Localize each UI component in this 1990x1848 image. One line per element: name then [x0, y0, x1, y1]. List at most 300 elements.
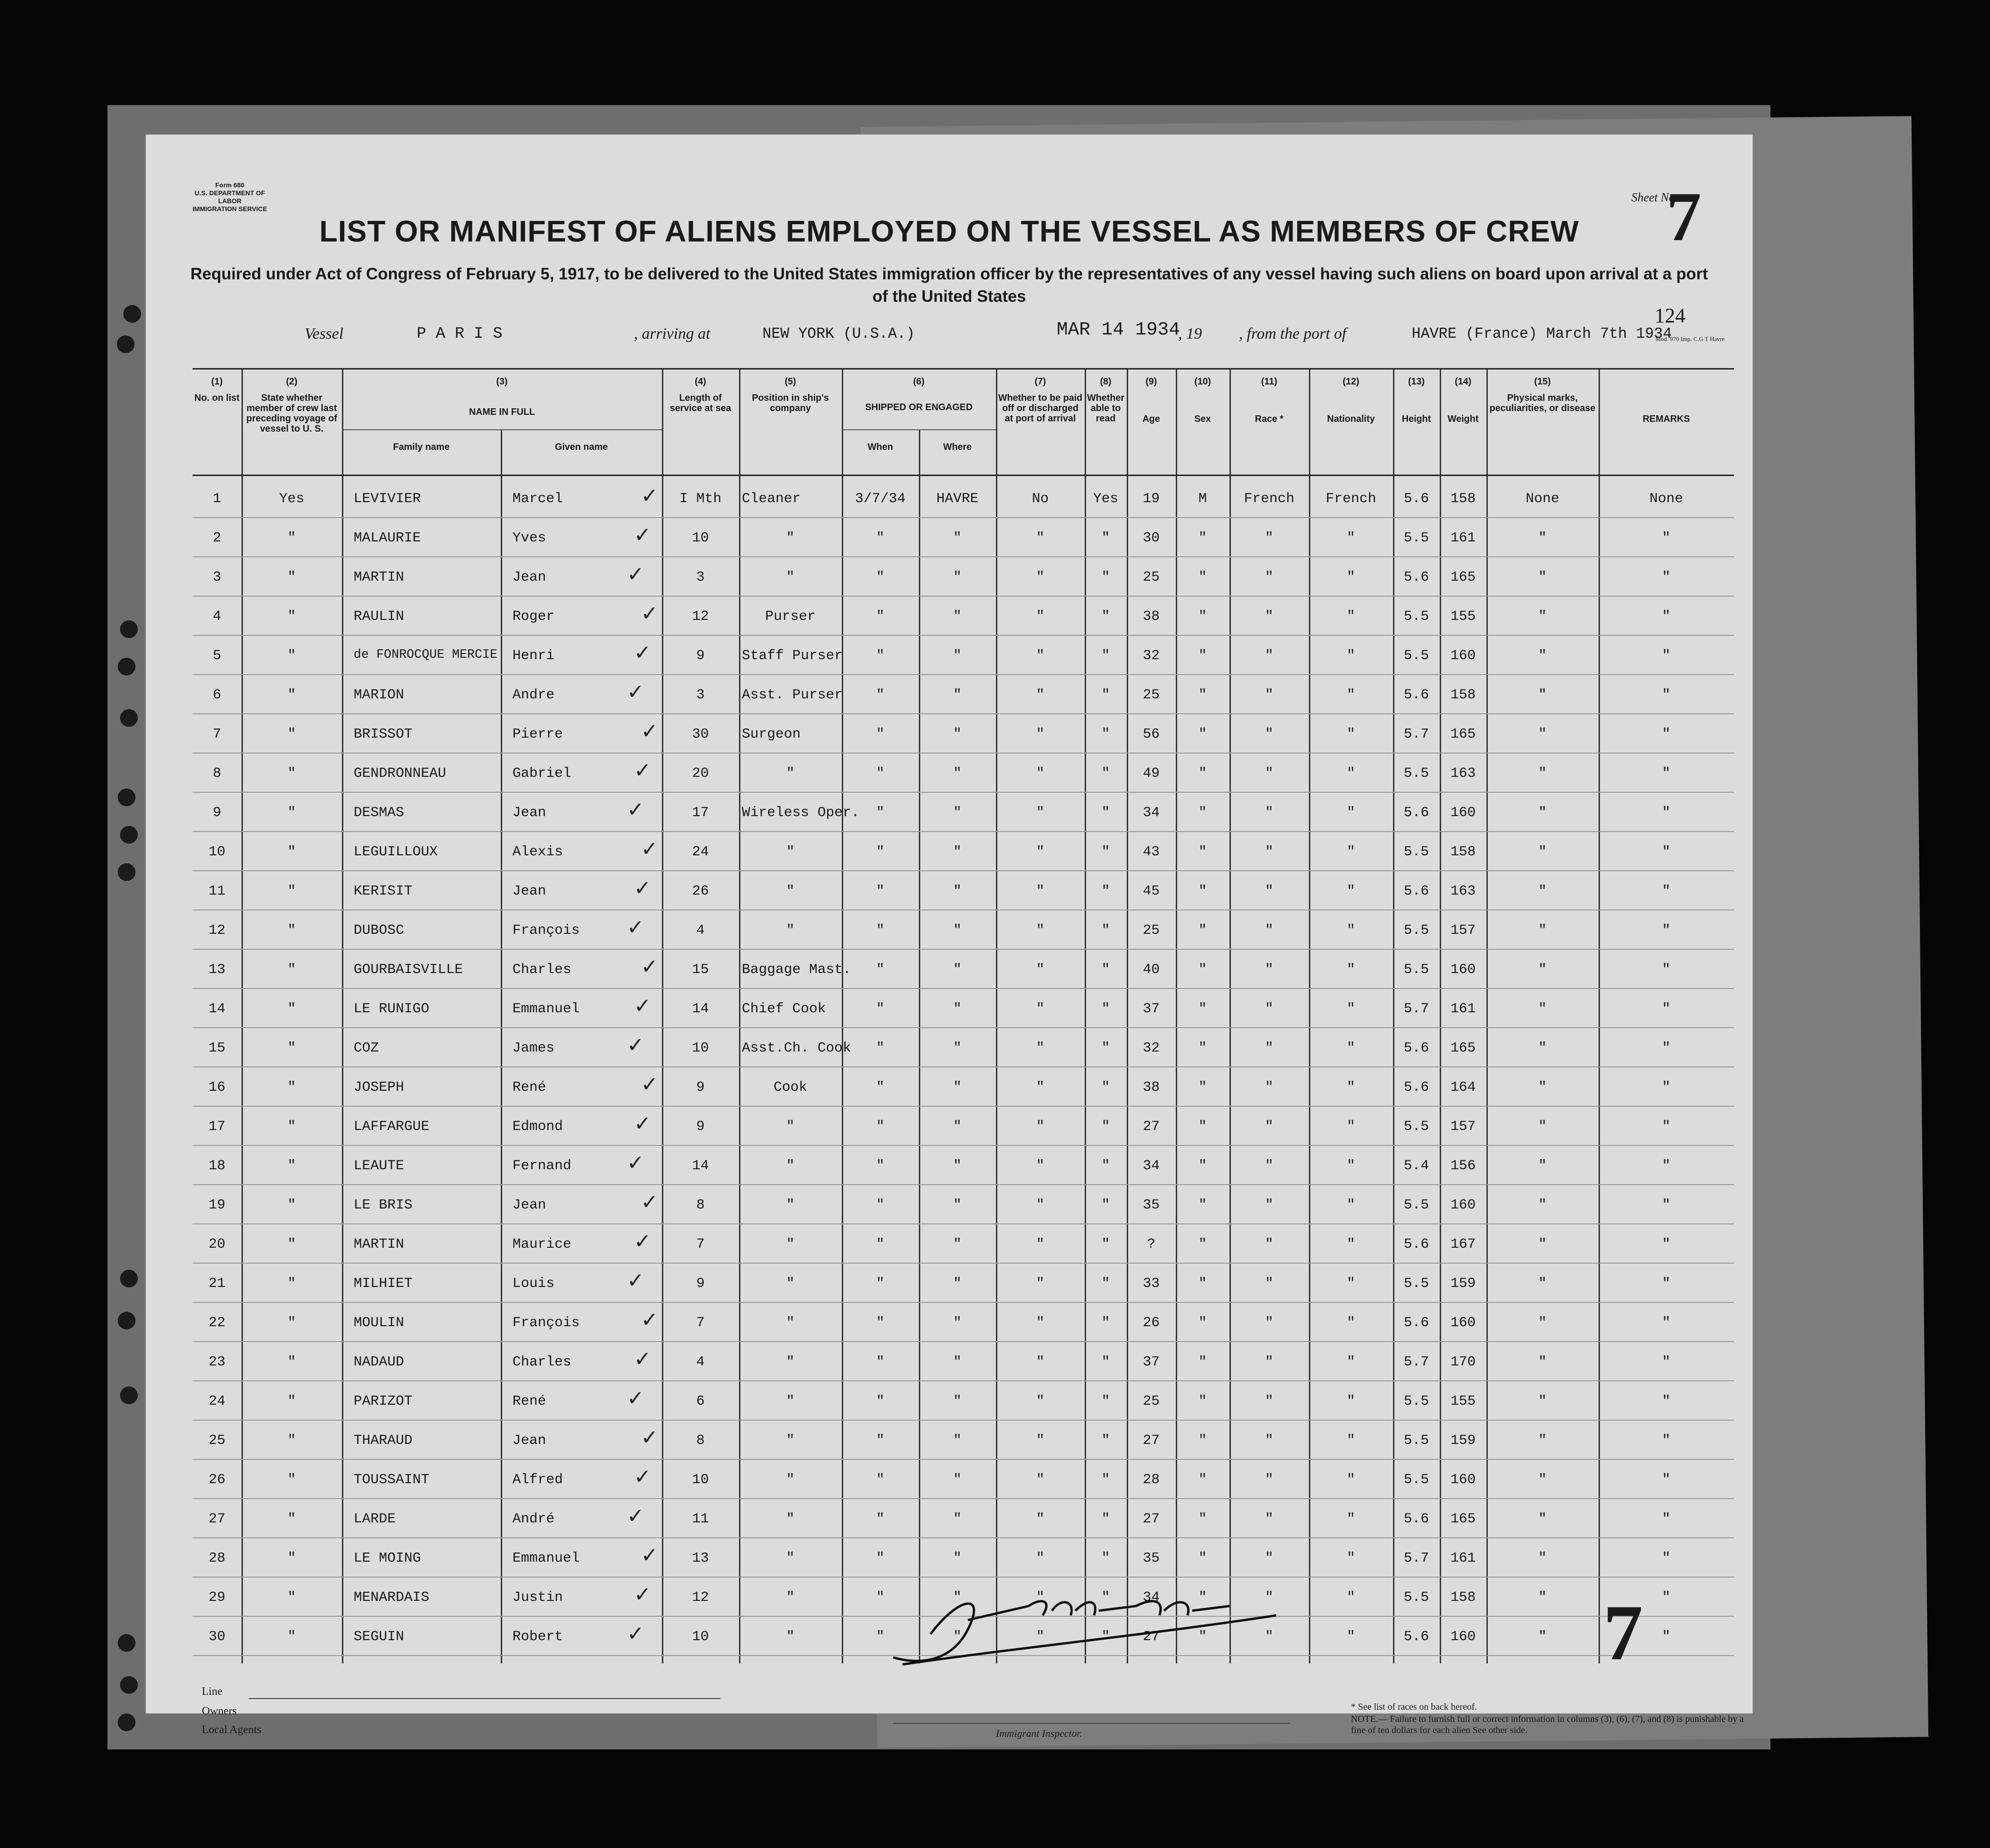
cell-read: "	[1101, 1629, 1110, 1645]
cell-when: "	[876, 609, 885, 625]
cell-family: MARTIN	[354, 1237, 405, 1252]
cell-service: 9	[696, 648, 705, 664]
cell-read: "	[1101, 1393, 1110, 1409]
vessel-info-line	[239, 320, 1687, 353]
cell-paid: "	[1036, 1080, 1045, 1095]
cell-no: 7	[213, 726, 221, 742]
cell-remarks: "	[1662, 1472, 1670, 1488]
cell-race: "	[1265, 1590, 1273, 1606]
manifest-page	[146, 135, 1753, 1739]
cell-weight: 165	[1450, 1040, 1476, 1056]
cell-when: "	[876, 1197, 885, 1213]
column-header: No. on list	[194, 393, 240, 403]
cell-nationality: "	[1346, 1276, 1355, 1292]
cell-paid: "	[1036, 844, 1045, 860]
cell-read: "	[1101, 1590, 1110, 1606]
cell-weight: 163	[1450, 766, 1476, 782]
column-number: (15)	[1534, 377, 1551, 387]
cell-nationality: "	[1346, 687, 1355, 703]
row-rule	[192, 1420, 1734, 1421]
inspector-label: Immigrant Inspector.	[996, 1727, 1082, 1739]
cell-position: "	[786, 1629, 795, 1645]
cell-race: "	[1265, 883, 1273, 899]
cell-nationality: "	[1346, 1315, 1355, 1331]
cell-remarks: "	[1662, 1040, 1670, 1056]
column-subheader: Where	[943, 442, 972, 452]
cell-given: Pierre	[512, 726, 563, 742]
cell-height: 5.6	[1403, 1040, 1429, 1056]
cell-nationality: "	[1346, 1550, 1355, 1566]
cell-age: 38	[1143, 1080, 1160, 1095]
cell-service: I Mth	[679, 491, 722, 507]
cell-family: DESMAS	[354, 805, 405, 821]
cell-weight: 157	[1450, 1119, 1476, 1135]
cell-remarks: "	[1662, 1237, 1670, 1252]
cell-race: "	[1265, 726, 1273, 742]
row-rule	[192, 1106, 1734, 1107]
cell-age: 19	[1143, 491, 1160, 507]
row-rule	[192, 556, 1734, 557]
cell-nationality: "	[1346, 609, 1355, 625]
cell-family: LE BRIS	[354, 1197, 413, 1213]
cell-nationality: "	[1346, 1119, 1355, 1135]
cell-paid: "	[1036, 609, 1045, 625]
cell-marks: "	[1538, 1629, 1547, 1645]
cell-remarks: "	[1662, 1511, 1670, 1527]
from-port: HAVRE (France) March 7th 1934	[1412, 325, 1672, 342]
cell-given: Charles	[512, 1354, 572, 1370]
cell-read: "	[1101, 1080, 1110, 1095]
cell-prev: "	[287, 805, 296, 821]
cell-no: 18	[208, 1158, 226, 1174]
cell-prev: "	[287, 1158, 296, 1174]
cell-prev: "	[287, 726, 296, 742]
cell-service: 14	[692, 1158, 709, 1174]
cell-nationality: "	[1346, 1472, 1355, 1488]
cell-height: 5.5	[1403, 1433, 1429, 1449]
cell-nationality: "	[1346, 1354, 1355, 1370]
cell-given: René	[512, 1080, 547, 1095]
cell-remarks: "	[1662, 844, 1670, 860]
cell-where: "	[953, 883, 962, 899]
row-rule	[192, 1577, 1734, 1578]
cell-no: 12	[208, 923, 226, 938]
row-rule	[192, 596, 1734, 597]
cell-nationality: "	[1346, 962, 1355, 978]
cell-height: 5.6	[1403, 1629, 1429, 1645]
cell-family: LE MOING	[354, 1550, 421, 1566]
cell-remarks: "	[1662, 648, 1670, 664]
cell-remarks: "	[1662, 1197, 1670, 1213]
cell-age: 27	[1143, 1433, 1160, 1449]
cell-weight: 158	[1450, 1590, 1476, 1606]
cell-no: 25	[208, 1433, 226, 1449]
cell-service: 6	[696, 1393, 705, 1409]
column-rule	[342, 370, 343, 1663]
cell-no: 24	[208, 1393, 226, 1409]
cell-service: 4	[696, 923, 705, 938]
tally-check-mark: ✓	[627, 798, 644, 821]
cell-prev: "	[287, 1354, 296, 1370]
cell-height: 5.7	[1403, 726, 1429, 742]
cell-age: 37	[1143, 1001, 1160, 1017]
cell-family: LEAUTE	[354, 1158, 405, 1174]
cell-sex: "	[1198, 962, 1207, 978]
cell-sex: "	[1198, 883, 1207, 899]
cell-weight: 163	[1450, 883, 1476, 899]
cell-remarks: "	[1662, 1315, 1670, 1331]
cell-paid: "	[1036, 1158, 1045, 1174]
cell-where: "	[953, 1511, 962, 1527]
form-identifier	[190, 181, 270, 213]
cell-prev: "	[287, 844, 296, 860]
tally-check-mark: ✓	[627, 563, 644, 586]
cell-service: 8	[696, 1197, 705, 1213]
cell-paid: "	[1036, 1315, 1045, 1331]
cell-remarks: "	[1662, 1119, 1670, 1135]
cell-race: "	[1265, 1354, 1273, 1370]
cell-service: 24	[692, 844, 709, 860]
signature-stroke	[893, 1601, 1276, 1664]
punch-hole	[120, 620, 138, 638]
cell-age: 30	[1143, 530, 1160, 546]
cell-nationality: "	[1346, 1040, 1355, 1056]
department-name: U.S. DEPARTMENT OF LABOR	[194, 189, 265, 205]
cell-position: "	[786, 766, 795, 782]
cell-given: Jean	[512, 1433, 547, 1449]
cell-marks: "	[1538, 1080, 1547, 1095]
cell-height: 5.6	[1403, 1237, 1429, 1252]
cell-race: "	[1265, 1393, 1273, 1409]
cell-race: "	[1265, 766, 1273, 782]
cell-race: "	[1265, 1119, 1273, 1135]
tally-check-mark: ✓	[627, 1505, 644, 1528]
subheader-rule	[342, 429, 662, 430]
cell-read: "	[1101, 962, 1110, 978]
cell-weight: 161	[1450, 530, 1476, 546]
tally-check-mark: ✓	[641, 602, 658, 625]
cell-sex: "	[1198, 687, 1207, 703]
cell-when: "	[876, 1354, 885, 1370]
cell-paid: "	[1036, 1550, 1045, 1566]
cell-given: Jean	[512, 883, 547, 899]
cell-sex: "	[1198, 569, 1207, 585]
cell-race: "	[1265, 1001, 1273, 1017]
row-rule	[192, 870, 1734, 871]
cell-weight: 158	[1450, 687, 1476, 703]
cell-height: 5.5	[1403, 1119, 1429, 1135]
cell-when: "	[876, 962, 885, 978]
cell-age: 38	[1143, 609, 1160, 625]
cell-race: French	[1244, 491, 1295, 507]
row-rule	[192, 1341, 1734, 1342]
column-number: (13)	[1408, 377, 1425, 387]
cell-where: HAVRE	[936, 491, 979, 507]
cell-paid: "	[1036, 726, 1045, 742]
cell-no: 3	[213, 569, 221, 585]
cell-height: 5.5	[1403, 1590, 1429, 1606]
from-port-label: , from the port of	[1239, 325, 1347, 342]
cell-position: "	[786, 1119, 795, 1135]
column-subheader: When	[867, 442, 893, 452]
cell-where: "	[953, 687, 962, 703]
cell-weight: 156	[1450, 1158, 1476, 1174]
cell-given: Emmanuel	[512, 1001, 580, 1017]
cell-age: 45	[1143, 883, 1160, 899]
cell-read: "	[1101, 1119, 1110, 1135]
cell-given: Marcel	[512, 491, 563, 507]
cell-family: JOSEPH	[354, 1080, 405, 1095]
cell-no: 6	[213, 687, 221, 703]
cell-weight: 160	[1450, 962, 1476, 978]
cell-sex: "	[1198, 1158, 1207, 1174]
cell-nationality: "	[1346, 530, 1355, 546]
cell-paid: "	[1036, 530, 1045, 546]
cell-family: GENDRONNEAU	[354, 766, 447, 782]
cell-nationality: "	[1346, 1001, 1355, 1017]
cell-sex: "	[1198, 1590, 1207, 1606]
cell-age: 56	[1143, 726, 1160, 742]
row-rule	[192, 635, 1734, 636]
cell-when: "	[876, 1393, 885, 1409]
cell-remarks: "	[1662, 687, 1670, 703]
cell-when: 3/7/34	[855, 491, 906, 507]
cell-sex: "	[1198, 1472, 1207, 1488]
cell-position: Wireless Oper.	[742, 805, 860, 821]
printer-note: Mod. 970 Imp. C.G T Havre	[1655, 335, 1725, 342]
cell-age: 35	[1143, 1550, 1160, 1566]
tally-check-mark: ✓	[634, 1112, 651, 1135]
cell-no: 20	[208, 1237, 226, 1252]
cell-position: "	[786, 1511, 795, 1527]
cell-sex: "	[1198, 844, 1207, 860]
cell-race: "	[1265, 1040, 1273, 1056]
cell-nationality: "	[1346, 1433, 1355, 1449]
cell-read: "	[1101, 569, 1110, 585]
cell-paid: "	[1036, 687, 1045, 703]
cell-prev: "	[287, 1197, 296, 1213]
cell-weight: 158	[1450, 491, 1476, 507]
cell-prev: "	[287, 1393, 296, 1409]
cell-when: "	[876, 569, 885, 585]
tally-check-mark: ✓	[627, 681, 644, 704]
cell-family: BRISSOT	[354, 726, 413, 742]
cell-paid: "	[1036, 1354, 1045, 1370]
cell-marks: "	[1538, 805, 1547, 821]
cell-race: "	[1265, 962, 1273, 978]
cell-remarks: "	[1662, 530, 1670, 546]
cell-remarks: "	[1662, 1354, 1670, 1370]
cell-position: "	[786, 1354, 795, 1370]
cell-weight: 159	[1450, 1433, 1476, 1449]
cell-paid: "	[1036, 648, 1045, 664]
cell-weight: 161	[1450, 1001, 1476, 1017]
cell-position: "	[786, 1393, 795, 1409]
cell-weight: 159	[1450, 1276, 1476, 1292]
cell-paid: "	[1036, 1511, 1045, 1527]
cell-when: "	[876, 1472, 885, 1488]
tally-check-mark: ✓	[641, 1544, 658, 1567]
cell-nationality: "	[1346, 648, 1355, 664]
cell-no: 2	[213, 530, 221, 546]
column-header: Physical marks, peculiarities, or disease	[1489, 393, 1596, 413]
cell-position: "	[786, 1315, 795, 1331]
cell-race: "	[1265, 923, 1273, 938]
cell-where: "	[953, 648, 962, 664]
cell-given: Charles	[512, 962, 572, 978]
cell-family: MALAURIE	[354, 530, 421, 546]
cell-given: Henri	[512, 648, 555, 664]
tally-check-mark: ✓	[634, 995, 651, 1017]
cell-sex: M	[1198, 491, 1207, 507]
cell-race: "	[1265, 1433, 1273, 1449]
cell-remarks: "	[1662, 569, 1670, 585]
cell-family: RAULIN	[354, 609, 405, 625]
column-header: Nationality	[1327, 414, 1375, 424]
cell-given: Justin	[512, 1590, 563, 1606]
cell-height: 5.5	[1403, 844, 1429, 860]
column-rule	[501, 430, 502, 1663]
cell-paid: "	[1036, 1472, 1045, 1488]
cell-nationality: French	[1325, 491, 1377, 507]
cell-read: "	[1101, 1550, 1110, 1566]
cell-family: MOULIN	[354, 1315, 405, 1331]
cell-when: "	[876, 805, 885, 821]
cell-given: André	[512, 1511, 555, 1527]
cell-height: 5.5	[1403, 530, 1429, 546]
punch-hole	[118, 789, 135, 806]
cell-where: "	[953, 1001, 962, 1017]
cell-nationality: "	[1346, 1197, 1355, 1213]
cell-height: 5.5	[1403, 923, 1429, 938]
cell-family: LE RUNIGO	[354, 1001, 430, 1017]
cell-age: 27	[1143, 1629, 1160, 1645]
cell-weight: 157	[1450, 923, 1476, 938]
cell-weight: 160	[1450, 1315, 1476, 1331]
cell-nationality: "	[1346, 569, 1355, 585]
cell-height: 5.4	[1403, 1158, 1429, 1174]
cell-position: "	[786, 1550, 795, 1566]
cell-marks: "	[1538, 1550, 1547, 1566]
cell-weight: 170	[1450, 1354, 1476, 1370]
cell-weight: 160	[1450, 1197, 1476, 1213]
cell-service: 10	[692, 1629, 709, 1645]
cell-position: Baggage Mast.	[742, 962, 852, 978]
cell-remarks: "	[1662, 805, 1670, 821]
tally-check-mark: ✓	[641, 955, 658, 978]
cell-race: "	[1265, 609, 1273, 625]
cell-where: "	[953, 1433, 962, 1449]
column-header: Age	[1142, 414, 1160, 424]
cell-remarks: "	[1662, 766, 1670, 782]
cell-prev: "	[287, 1080, 296, 1095]
cell-service: 9	[696, 1119, 705, 1135]
cell-when: "	[876, 1433, 885, 1449]
cell-remarks: "	[1662, 923, 1670, 938]
cell-position: "	[786, 1158, 795, 1174]
cell-family: PARIZOT	[354, 1393, 413, 1409]
cell-when: "	[876, 1158, 885, 1174]
column-header: NAME IN FULL	[469, 407, 535, 417]
cell-position: "	[786, 1197, 795, 1213]
cell-height: 5.5	[1403, 1276, 1429, 1292]
cell-no: 26	[208, 1472, 226, 1488]
cell-remarks: "	[1662, 962, 1670, 978]
cell-remarks: "	[1662, 1433, 1670, 1449]
cell-where: "	[953, 1119, 962, 1135]
cell-nationality: "	[1346, 1629, 1355, 1645]
cell-weight: 164	[1450, 1080, 1476, 1095]
cell-weight: 158	[1450, 844, 1476, 860]
cell-service: 20	[692, 766, 709, 782]
cell-marks: "	[1538, 648, 1547, 664]
cell-where: "	[953, 569, 962, 585]
cell-paid: "	[1036, 1590, 1045, 1606]
cell-height: 5.5	[1403, 962, 1429, 978]
cell-sex: "	[1198, 726, 1207, 742]
cell-prev: "	[287, 1001, 296, 1017]
cell-paid: "	[1036, 1393, 1045, 1409]
column-number: (3)	[496, 377, 508, 387]
column-header: State whether member of crew last preceding voyage of vessel to U. S.	[246, 393, 337, 434]
cell-age: 26	[1143, 1315, 1160, 1331]
punch-hole	[118, 658, 135, 675]
column-number: (6)	[913, 377, 925, 387]
cell-no: 17	[208, 1119, 226, 1135]
arriving-label: , arriving at	[634, 325, 711, 342]
cell-paid: "	[1036, 1197, 1045, 1213]
column-number: (2)	[286, 377, 298, 387]
cell-no: 9	[213, 805, 221, 821]
tally-check-mark: ✓	[641, 484, 658, 507]
cell-age: ?	[1147, 1237, 1156, 1252]
cell-when: "	[876, 648, 885, 664]
cell-prev: "	[287, 1472, 296, 1488]
cell-where: "	[953, 1629, 962, 1645]
cell-weight: 160	[1450, 1472, 1476, 1488]
cell-paid: "	[1036, 1433, 1045, 1449]
cell-race: "	[1265, 1315, 1273, 1331]
cell-read: "	[1101, 726, 1110, 742]
column-header: Height	[1401, 414, 1431, 424]
cell-read: "	[1101, 1001, 1110, 1017]
cell-service: 9	[696, 1080, 705, 1095]
cell-nationality: "	[1346, 1080, 1355, 1095]
cell-remarks: "	[1662, 1629, 1670, 1645]
cell-paid: "	[1036, 1040, 1045, 1056]
tally-check-mark: ✓	[627, 916, 644, 939]
cell-given: Emmanuel	[512, 1550, 580, 1566]
cell-age: 37	[1143, 1354, 1160, 1370]
cell-race: "	[1265, 1237, 1273, 1252]
cell-height: 5.5	[1403, 1472, 1429, 1488]
cell-family: DUBOSC	[354, 923, 405, 938]
crew-table	[192, 368, 1734, 1663]
cell-when: "	[876, 1590, 885, 1606]
cell-marks: "	[1538, 923, 1547, 938]
cell-age: 25	[1143, 569, 1160, 585]
cell-prev: "	[287, 1119, 296, 1135]
cell-marks: None	[1525, 491, 1559, 507]
inspector-signature	[874, 1578, 1286, 1676]
cell-position: Staff Purser	[742, 648, 843, 664]
cell-sex: "	[1198, 1119, 1207, 1135]
cell-prev: "	[287, 1433, 296, 1449]
cell-marks: "	[1538, 1354, 1547, 1370]
cell-nationality: "	[1346, 766, 1355, 782]
cell-nationality: "	[1346, 1393, 1355, 1409]
cell-service: 7	[696, 1315, 705, 1331]
